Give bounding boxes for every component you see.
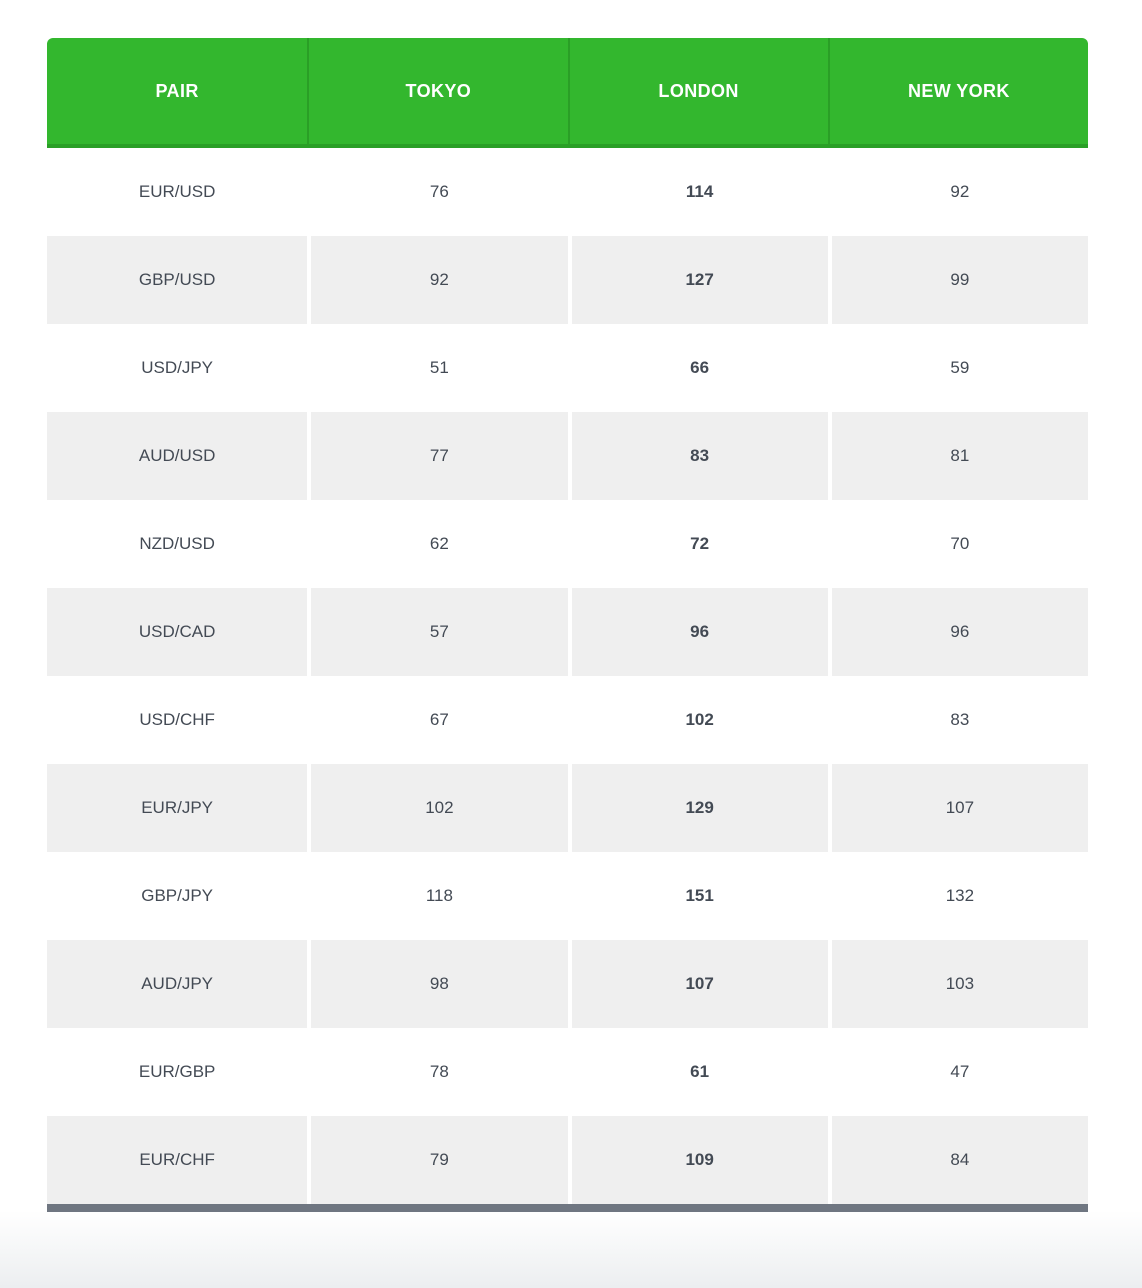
cell-newyork: 59: [828, 324, 1088, 412]
cell-london: 61: [568, 1028, 828, 1116]
table-row: [47, 940, 1088, 1028]
cell-pair: AUD/USD: [47, 412, 307, 500]
cell-newyork: 47: [828, 1028, 1088, 1116]
cell-london: 127: [568, 236, 828, 324]
table-row: [47, 1116, 1088, 1204]
cell-pair: EUR/GBP: [47, 1028, 307, 1116]
cell-pair: USD/CAD: [47, 588, 307, 676]
cell-tokyo: 98: [307, 940, 567, 1028]
cell-london: 114: [568, 148, 828, 236]
table-row: [47, 764, 1088, 852]
table-bottom-bar: [47, 1204, 1088, 1212]
cell-pair: EUR/CHF: [47, 1116, 307, 1204]
table-row: [47, 852, 1088, 940]
table-row: [47, 500, 1088, 588]
table-row: [47, 236, 1088, 324]
cell-tokyo: 118: [307, 852, 567, 940]
cell-tokyo: 57: [307, 588, 567, 676]
cell-london: 102: [568, 676, 828, 764]
forex-session-table: [47, 38, 1088, 1212]
cell-pair: AUD/JPY: [47, 940, 307, 1028]
cell-newyork: 103: [828, 940, 1088, 1028]
cell-tokyo: 51: [307, 324, 567, 412]
cell-newyork: 132: [828, 852, 1088, 940]
column-header-london: LONDON: [568, 38, 828, 144]
cell-london: 151: [568, 852, 828, 940]
table-row: [47, 676, 1088, 764]
table-header-row: [47, 38, 1088, 148]
table-row: [47, 324, 1088, 412]
cell-tokyo: 78: [307, 1028, 567, 1116]
table-row: [47, 1028, 1088, 1116]
cell-newyork: 96: [828, 588, 1088, 676]
cell-london: 83: [568, 412, 828, 500]
table-row: [47, 588, 1088, 676]
cell-london: 129: [568, 764, 828, 852]
cell-pair: GBP/JPY: [47, 852, 307, 940]
cell-tokyo: 62: [307, 500, 567, 588]
table-row: [47, 412, 1088, 500]
cell-pair: USD/JPY: [47, 324, 307, 412]
cell-tokyo: 92: [307, 236, 567, 324]
table-row: [47, 148, 1088, 236]
cell-tokyo: 79: [307, 1116, 567, 1204]
cell-pair: EUR/JPY: [47, 764, 307, 852]
cell-tokyo: 76: [307, 148, 567, 236]
cell-pair: GBP/USD: [47, 236, 307, 324]
cell-london: 72: [568, 500, 828, 588]
cell-london: 107: [568, 940, 828, 1028]
column-header-pair: PAIR: [155, 80, 199, 101]
table-body: [47, 148, 1088, 1204]
cell-newyork: 84: [828, 1116, 1088, 1204]
cell-newyork: 92: [828, 148, 1088, 236]
cell-pair: EUR/USD: [47, 148, 307, 236]
cell-tokyo: 102: [307, 764, 567, 852]
column-header-tokyo: TOKYO: [307, 38, 567, 144]
cell-newyork: 99: [828, 236, 1088, 324]
cell-tokyo: 67: [307, 676, 567, 764]
cell-newyork: 83: [828, 676, 1088, 764]
cell-newyork: 70: [828, 500, 1088, 588]
cell-tokyo: 77: [307, 412, 567, 500]
cell-pair: USD/CHF: [47, 676, 307, 764]
cell-london: 109: [568, 1116, 828, 1204]
cell-pair: NZD/USD: [47, 500, 307, 588]
cell-london: 96: [568, 588, 828, 676]
column-header-newyork: NEW YORK: [828, 38, 1088, 144]
cell-newyork: 107: [828, 764, 1088, 852]
cell-newyork: 81: [828, 412, 1088, 500]
cell-london: 66: [568, 324, 828, 412]
